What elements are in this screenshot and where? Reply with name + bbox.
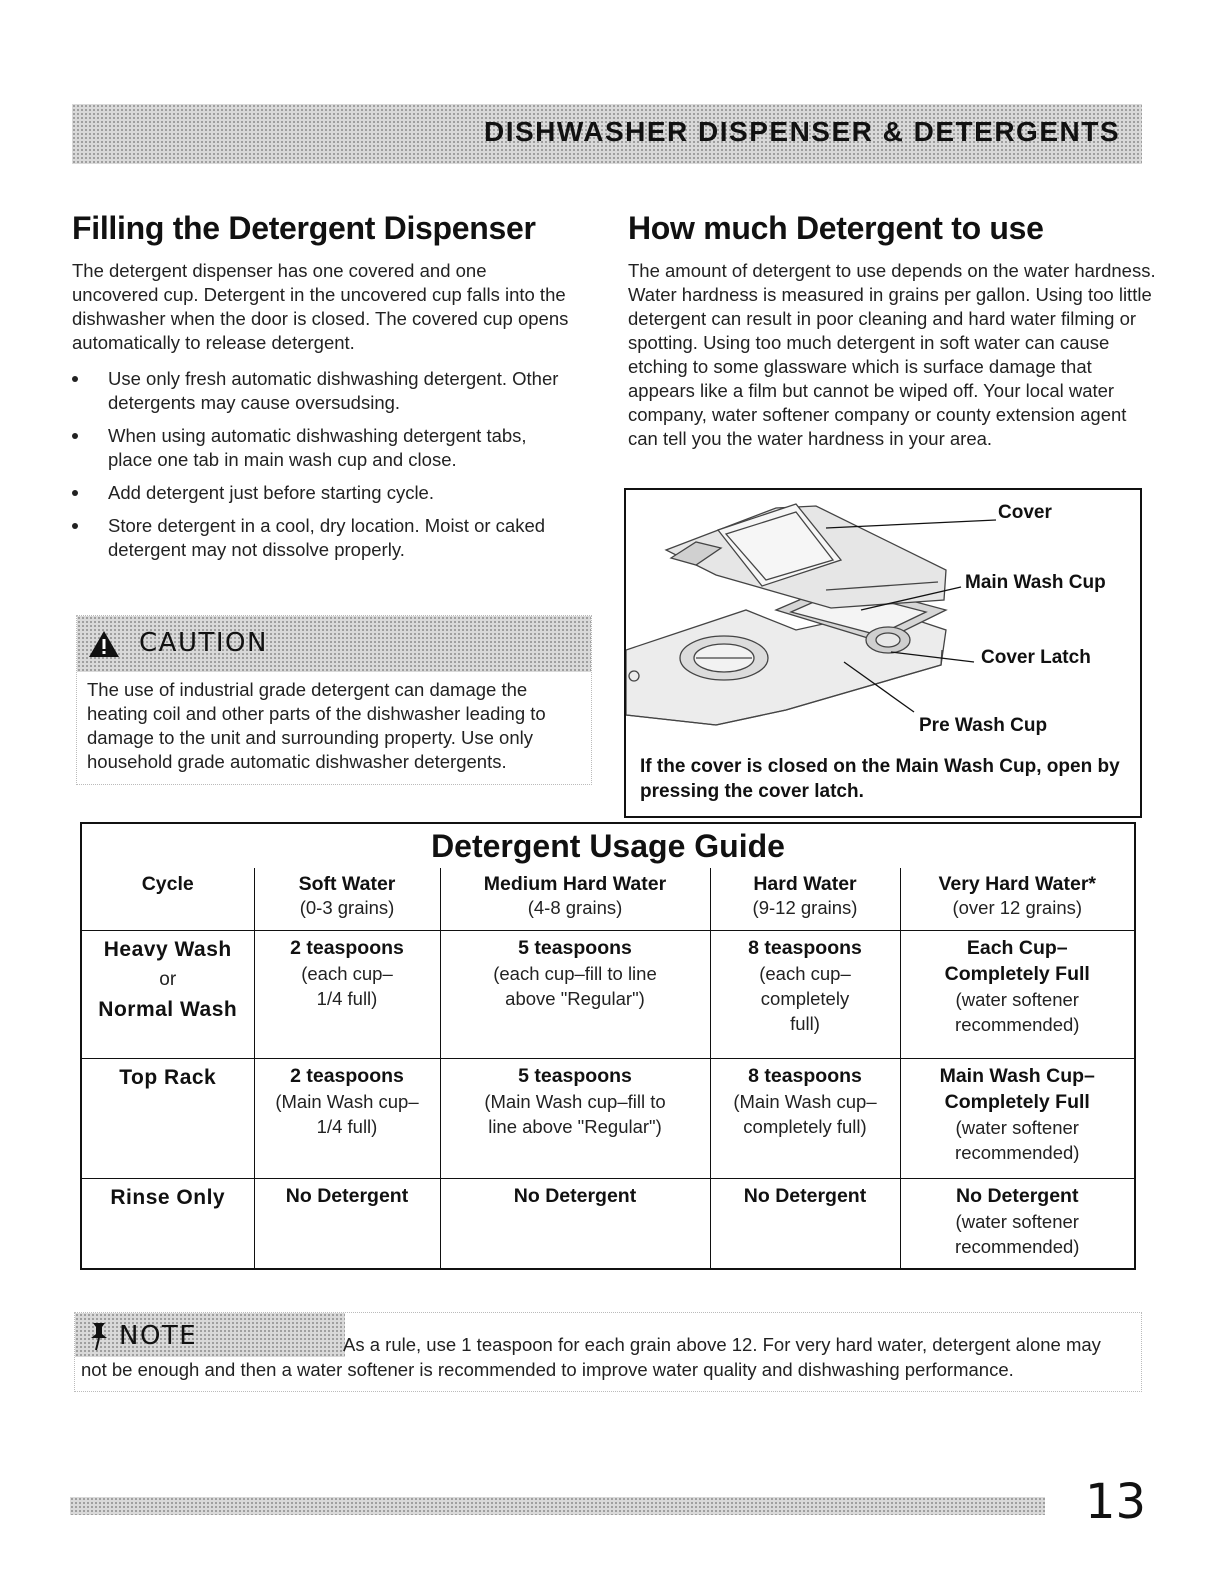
table-cell: 2 teaspoons (Main Wash cup– 1/4 full) <box>254 1058 440 1178</box>
bullet-icon <box>72 490 78 496</box>
usage-guide-table <box>82 868 1134 1268</box>
table-cell: 8 teaspoons (Main Wash cup– completely full) <box>710 1058 900 1178</box>
filling-dispenser-section <box>72 210 572 571</box>
usage-guide <box>80 822 1136 1270</box>
footer-bar <box>70 1497 1045 1515</box>
table-row <box>82 1058 1134 1178</box>
page-number: 13 <box>1085 1474 1147 1530</box>
table-cell: Main Wash Cup– Completely Full (water softener recommended) <box>900 1058 1134 1178</box>
callout-main-wash-cup: Main Wash Cup <box>965 572 1106 593</box>
bullet-icon <box>72 433 78 439</box>
table-cell: 5 teaspoons (each cup–fill to line above "Regular") <box>440 930 710 1058</box>
column-header: Very Hard Water* (over 12 grains) <box>900 868 1134 930</box>
note-header <box>75 1313 345 1357</box>
caution-label: CAUTION <box>139 628 268 658</box>
amount-heading: How much Detergent to use <box>628 210 1044 246</box>
cycle-cell: Top Rack <box>82 1058 254 1178</box>
callout-cover: Cover <box>998 502 1052 523</box>
callout-cover-latch: Cover Latch <box>981 647 1091 668</box>
bullet-icon <box>72 523 78 529</box>
table-cell: No Detergent <box>440 1178 710 1268</box>
amount-body: The amount of detergent to use depends on the water hardness. Water hardness is measured in grains per gallon. Using too little detergent can result in poor cleaning and hard water filming or spotting. Using too much detergent in soft water can cause etching to some glassware which is surface damage that appears like a film but cannot be wiped off. Your local water company, water softener company or county extension agent can tell you the water hardness in your area. <box>628 260 1156 449</box>
detergent-amount-section <box>628 210 1158 451</box>
section-banner <box>72 104 1142 164</box>
filling-bullet-list <box>72 367 572 562</box>
section-title: DISHWASHER DISPENSER & DETERGENTS <box>483 116 1120 147</box>
column-header: Hard Water (9-12 grains) <box>710 868 900 930</box>
column-header: Soft Water (0-3 grains) <box>254 868 440 930</box>
dispenser-figure <box>624 488 1142 818</box>
note-text-line2: not be enough and then a water softener is recommended to improve water quality and dishwashing performance. <box>81 1359 1014 1380</box>
usage-guide-title: Detergent Usage Guide <box>431 828 785 864</box>
pushpin-icon <box>87 1321 111 1351</box>
table-cell: No Detergent (water softener recommended) <box>900 1178 1134 1268</box>
table-cell: Each Cup– Completely Full (water softener recommended) <box>900 930 1134 1058</box>
table-cell: 2 teaspoons (each cup– 1/4 full) <box>254 930 440 1058</box>
list-item: When using automatic dishwashing detergent tabs, place one tab in main wash cup and close. <box>72 424 572 472</box>
note-label: NOTE <box>119 1321 198 1351</box>
filling-intro: The detergent dispenser has one covered and one uncovered cup. Detergent in the uncovered cup falls into the dishwasher when the door is closed. The covered cup opens automatically to release detergent. <box>72 260 569 353</box>
bullet-icon <box>72 376 78 382</box>
column-header: Cycle <box>82 868 254 930</box>
figure-caption: If the cover is closed on the Main Wash Cup, open by pressing the cover latch. <box>640 756 1120 802</box>
note-box <box>74 1312 1142 1392</box>
table-row <box>82 1178 1134 1268</box>
cycle-cell: Heavy Wash or Normal Wash <box>82 930 254 1058</box>
table-cell: 5 teaspoons (Main Wash cup–fill to line above "Regular") <box>440 1058 710 1178</box>
warning-triangle-icon <box>87 629 121 659</box>
column-header: Medium Hard Water (4-8 grains) <box>440 868 710 930</box>
caution-text: The use of industrial grade detergent can damage the heating coil and other parts of the dishwasher leading to damage to the unit and surrounding property. Use only household grade automatic dishwasher detergents. <box>87 679 546 772</box>
table-cell: No Detergent <box>710 1178 900 1268</box>
note-text-line1: As a rule, use 1 teaspoon for each grain above 12. For very hard water, detergent alone may <box>343 1334 1101 1355</box>
table-cell: No Detergent <box>254 1178 440 1268</box>
caution-header <box>77 616 591 672</box>
list-item: Add detergent just before starting cycle. <box>72 481 572 505</box>
table-header-row <box>82 868 1134 930</box>
caution-box <box>76 615 592 785</box>
callout-pre-wash-cup: Pre Wash Cup <box>919 715 1048 736</box>
list-item: Use only fresh automatic dishwashing detergent. Other detergents may cause oversudsing. <box>72 367 572 415</box>
table-cell: 8 teaspoons (each cup– completely full) <box>710 930 900 1058</box>
list-item: Store detergent in a cool, dry location. Moist or caked detergent may not dissolve properly. <box>72 514 572 562</box>
table-row <box>82 930 1134 1058</box>
cycle-cell: Rinse Only <box>82 1178 254 1268</box>
filling-heading: Filling the Detergent Dispenser <box>72 210 536 246</box>
